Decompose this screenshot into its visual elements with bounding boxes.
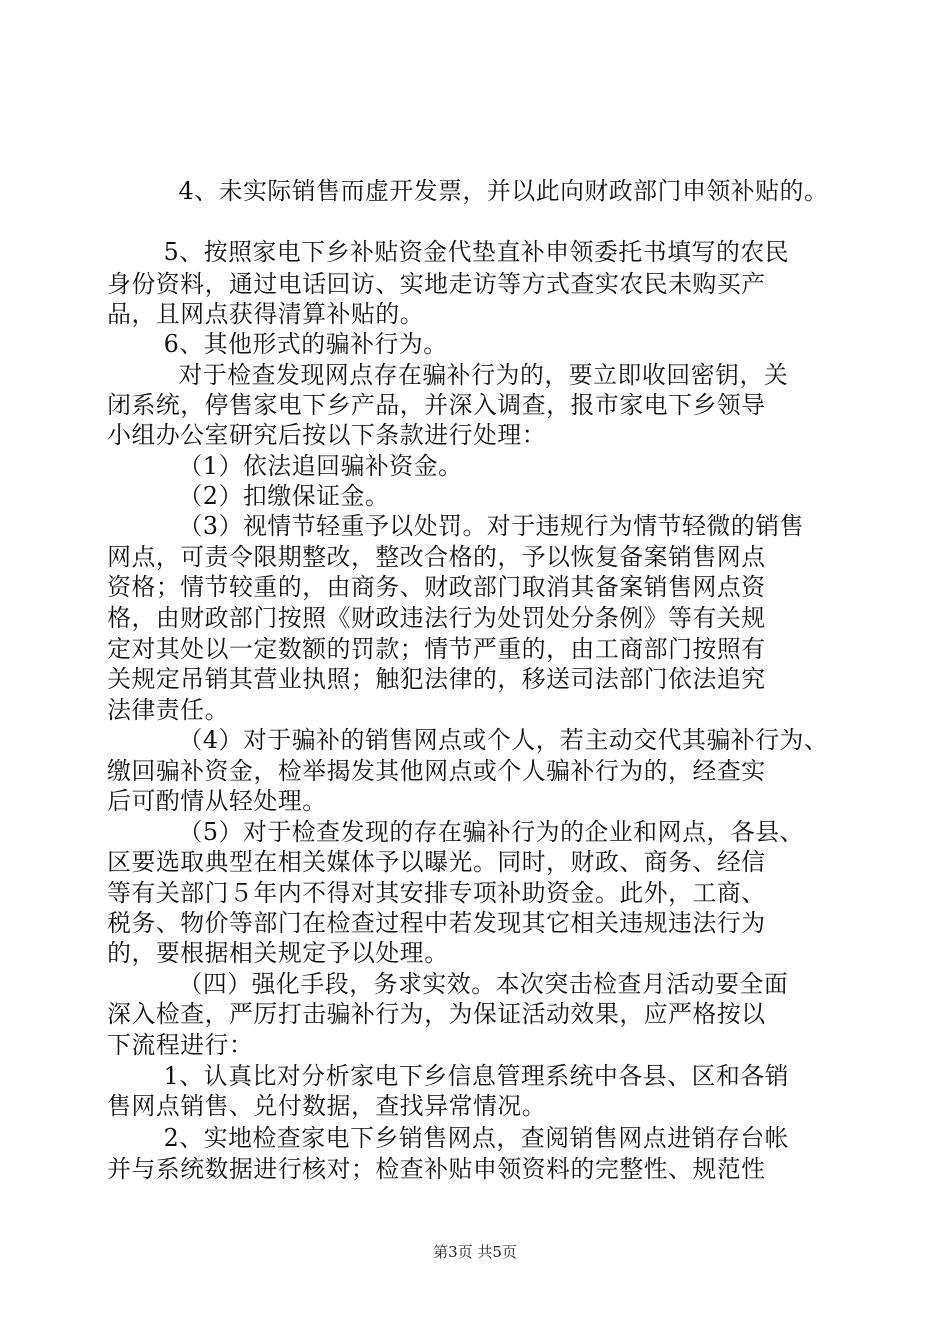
text-line: 区要选取典型在相关媒体予以曝光。同时，财政、商务、经信 — [107, 848, 766, 876]
text-line: 下流程进行： — [107, 1031, 254, 1059]
text-line: 1、认真比对分析家电下乡信息管理系统中各县、区和各销 — [163, 1062, 790, 1090]
text-line: 身份资料，通过电话回访、实地走访等方式查实农民未购买产 — [107, 270, 766, 298]
text-line: 的，要根据相关规定予以处理。 — [107, 939, 449, 967]
text-line: 税务、物价等部门在检查过程中若发现其它相关违规违法行为 — [107, 909, 766, 937]
page-footer: 第3页 共5页 — [433, 1243, 517, 1261]
text-line: 4、未实际销售而虚开发票，并以此向财政部门申领补贴的。 — [178, 177, 829, 205]
text-line: 深入检查，严厉打击骗补行为，为保证活动效果，应严格按以 — [107, 1000, 766, 1028]
text-line: 小组办公室研究后按以下条款进行处理： — [107, 421, 547, 449]
text-line: （5）对于检查发现的存在骗补行为的企业和网点，各县、 — [178, 818, 805, 846]
text-line: 2、实地检查家电下乡销售网点，查阅销售网点进销存台帐 — [163, 1124, 790, 1152]
text-line: 资格；情节较重的，由商务、财政部门取消其备案销售网点资 — [107, 573, 766, 601]
text-line: 格，由财政部门按照《财政违法行为处罚处分条例》等有关规 — [107, 604, 766, 632]
text-line: 定对其处以一定数额的罚款；情节严重的，由工商部门按照有 — [107, 635, 766, 663]
text-line: （4）对于骗补的销售网点或个人，若主动交代其骗补行为、 — [178, 726, 829, 754]
text-line: （四）强化手段，务求实效。本次突击检查月活动要全面 — [178, 970, 789, 998]
text-line: 法律责任。 — [107, 696, 230, 724]
text-line: 品，且网点获得清算补贴的。 — [107, 300, 425, 328]
text-line: 5、按照家电下乡补贴资金代垫直补申领委托书填写的农民 — [163, 238, 790, 266]
text-line: 关规定吊销其营业执照；触犯法律的，移送司法部门依法追究 — [107, 665, 766, 693]
text-line: 缴回骗补资金，检举揭发其他网点或个人骗补行为的，经查实 — [107, 757, 766, 785]
text-line: （3）视情节轻重予以处罚。对于违规行为情节轻微的销售 — [178, 512, 805, 540]
text-line: 对于检查发现网点存在骗补行为的，要立即收回密钥，关 — [178, 361, 789, 389]
text-line: （2）扣缴保证金。 — [178, 482, 390, 510]
text-line: 闭系统，停售家电下乡产品，并深入调查，报市家电下乡领导 — [107, 391, 766, 419]
text-line: 并与系统数据进行核对；检查补贴申领资料的完整性、规范性 — [107, 1155, 766, 1183]
text-line: （1）依法追回骗补资金。 — [178, 452, 463, 480]
text-line: 售网点销售、兑付数据，查找异常情况。 — [107, 1092, 547, 1120]
text-line: 网点，可责令限期整改，整改合格的，予以恢复备案销售网点 — [107, 543, 766, 571]
text-line: 后可酌情从轻处理。 — [107, 787, 327, 815]
text-line: 6、其他形式的骗补行为。 — [163, 330, 448, 358]
text-line: 等有关部门５年内不得对其安排专项补助资金。此外，工商、 — [107, 879, 766, 907]
